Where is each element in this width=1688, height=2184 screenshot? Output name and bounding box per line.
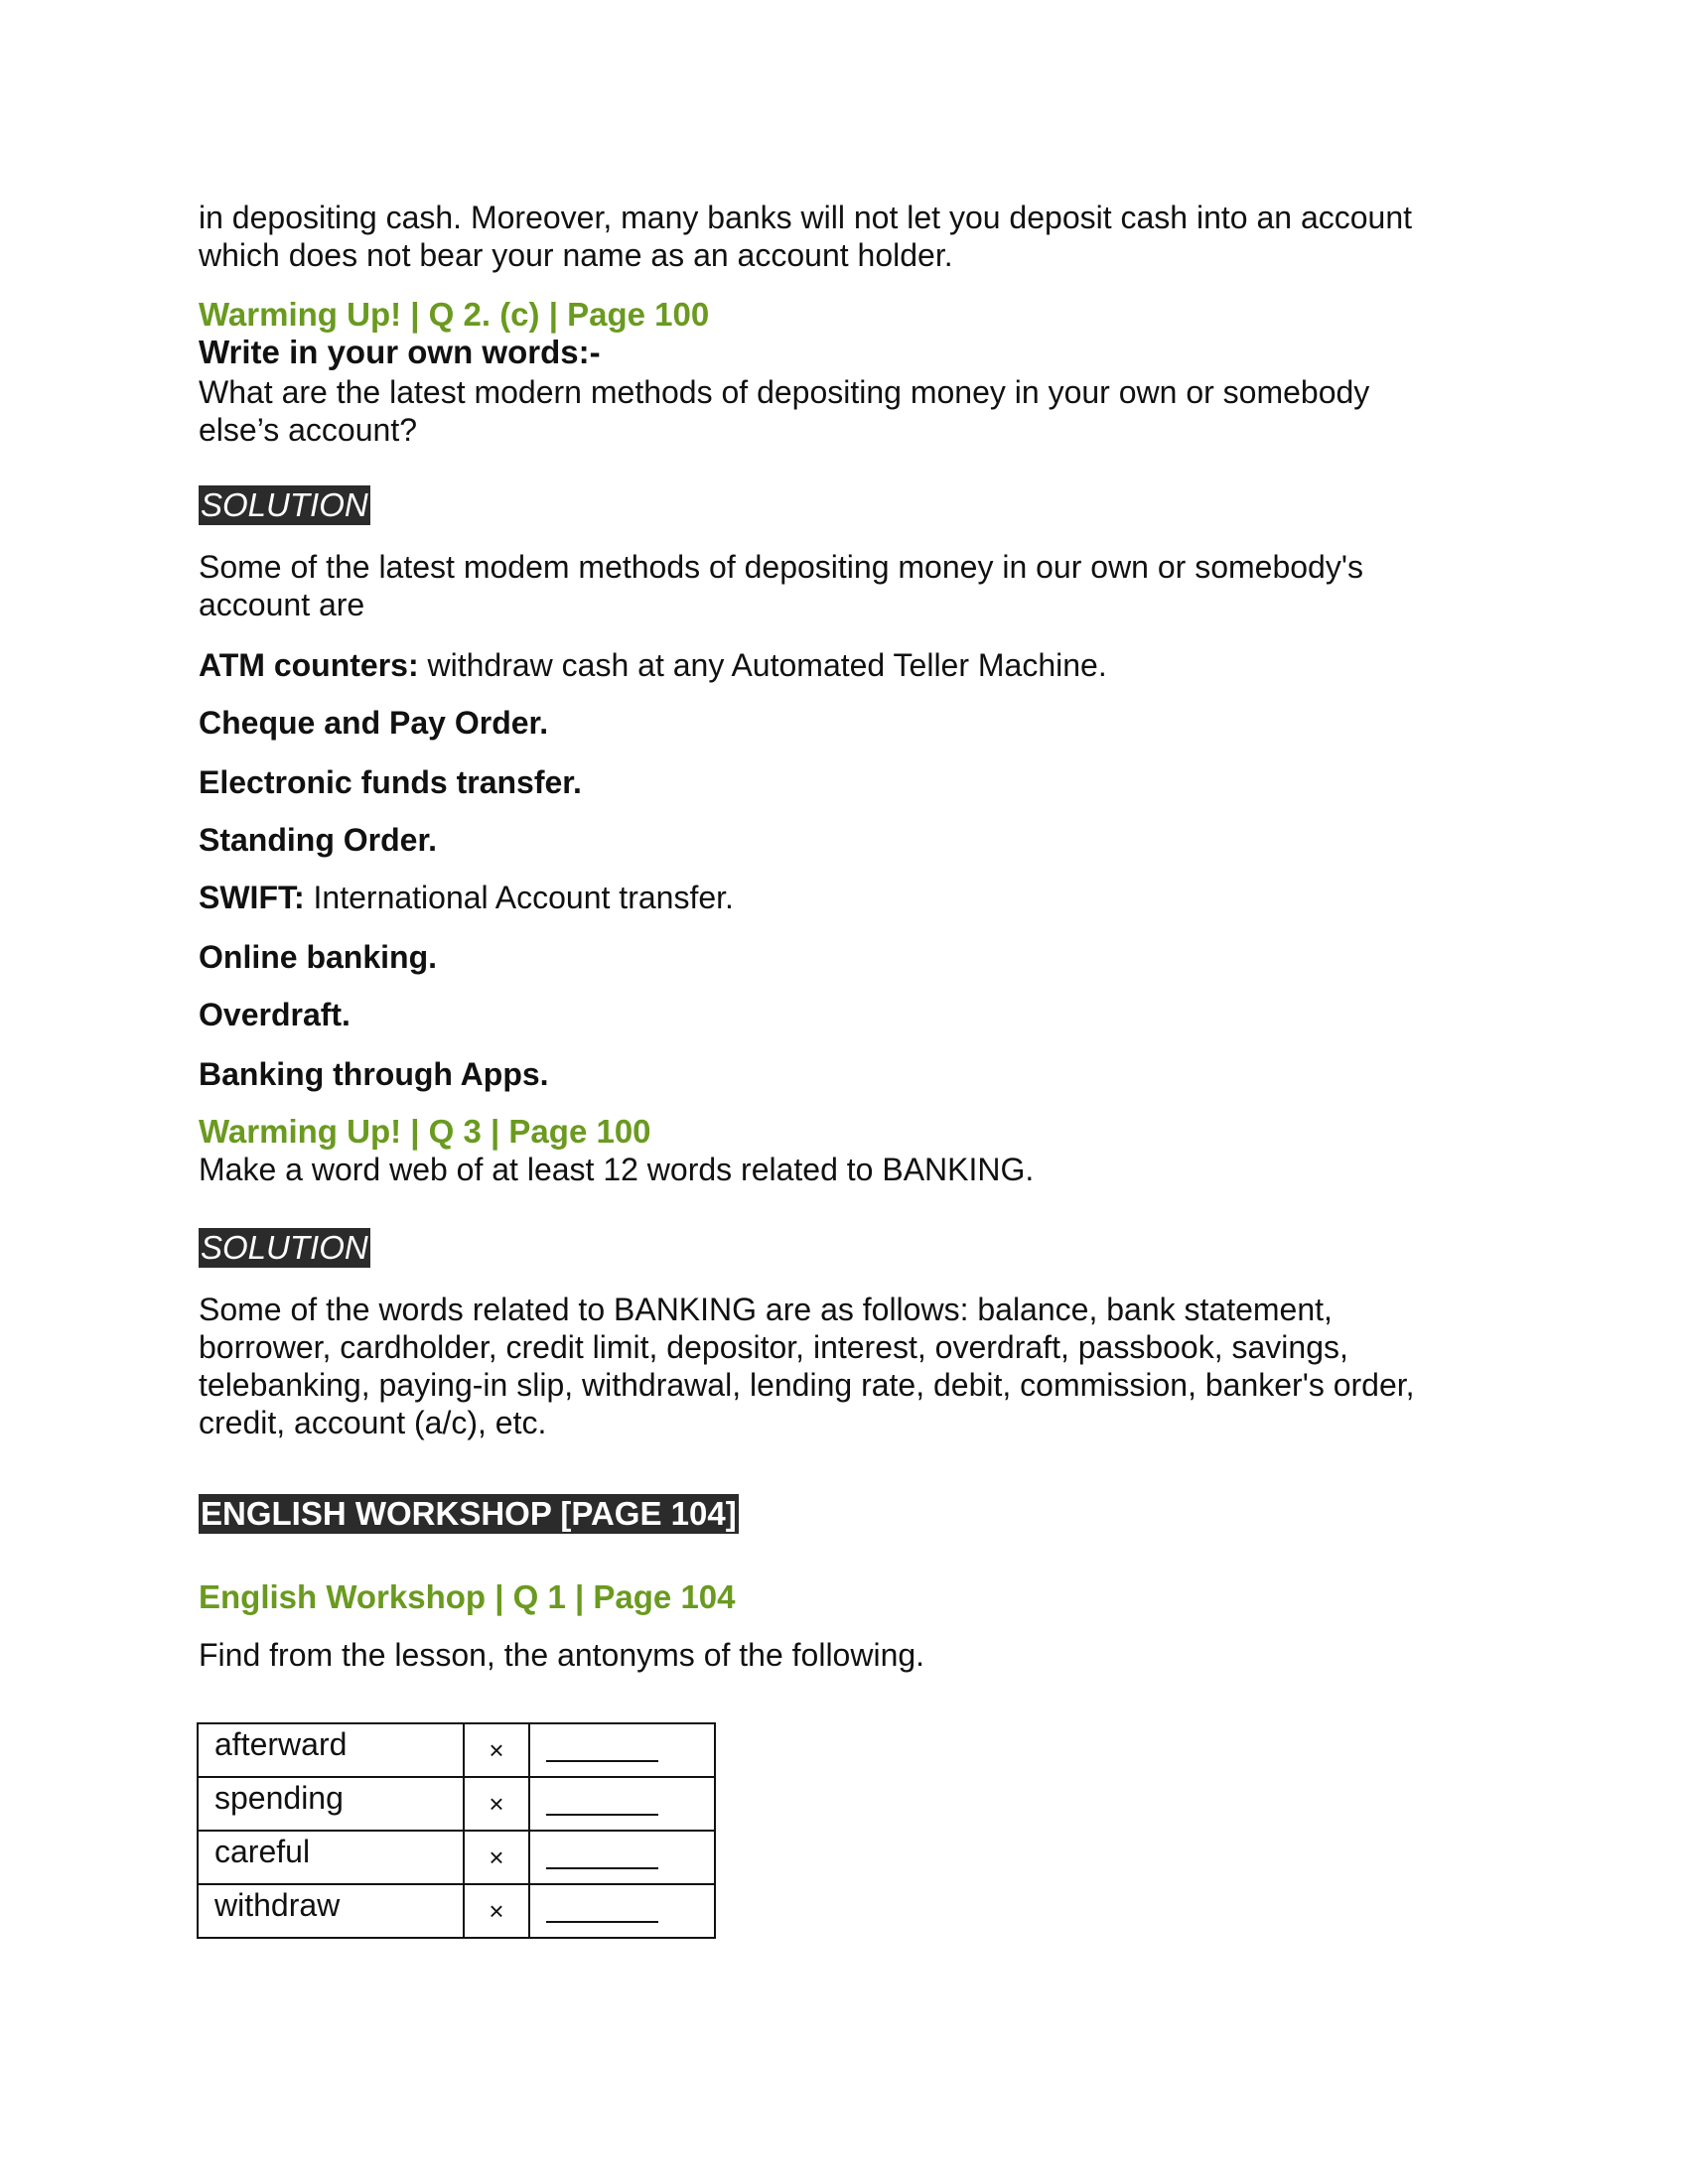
table-row bbox=[198, 1831, 715, 1884]
solution-badge-2: SOLUTION bbox=[201, 1229, 368, 1266]
method-item-overdraft: Overdraft. bbox=[199, 997, 351, 1032]
english-workshop-badge: ENGLISH WORKSHOP [PAGE 104] bbox=[201, 1495, 737, 1532]
antonym-word: spending bbox=[198, 1777, 464, 1831]
solution-badge-1: SOLUTION bbox=[201, 486, 368, 523]
solution2-text: Some of the words related to BANKING are as follows: balance, bank statement, borrower, cardholder, credit limit, depositor, interest, overdraft, passbook, savings, telebanking, paying-in slip, withdrawal, lending rate, debit, commission, banker's order, credit, account (a/c), etc. bbox=[199, 1292, 1415, 1440]
antonyms-table bbox=[197, 1722, 716, 1939]
table-row bbox=[198, 1723, 715, 1777]
answer-blank[interactable] bbox=[529, 1723, 715, 1777]
method-item-eft: Electronic funds transfer. bbox=[199, 764, 582, 800]
method-item-swift: SWIFT: International Account transfer. bbox=[199, 880, 734, 915]
blank-line bbox=[546, 1921, 658, 1923]
blank-line bbox=[546, 1867, 658, 1869]
intro-line-1: in depositing cash. Moreover, many banks will not let you deposit cash into an account bbox=[199, 200, 1413, 235]
q3-heading: Warming Up! | Q 3 | Page 100 bbox=[199, 1113, 651, 1150]
intro-paragraph bbox=[199, 199, 1489, 274]
antonym-word: afterward bbox=[198, 1723, 464, 1777]
method-item-atm: ATM counters: withdraw cash at any Automated Teller Machine. bbox=[199, 647, 1107, 683]
method-item-online-banking: Online banking. bbox=[199, 939, 438, 975]
table-row bbox=[198, 1777, 715, 1831]
q2c-instruction: Write in your own words:- bbox=[199, 334, 601, 370]
answer-blank[interactable] bbox=[529, 1831, 715, 1884]
intro-line-2: which does not bear your name as an account holder. bbox=[199, 237, 953, 273]
solution1-intro: Some of the latest modem methods of depositing money in our own or somebody's account are bbox=[199, 549, 1363, 622]
workshop-q1-instruction: Find from the lesson, the antonyms of the following. bbox=[199, 1637, 925, 1673]
method-item-apps: Banking through Apps. bbox=[199, 1056, 549, 1092]
answer-blank[interactable] bbox=[529, 1884, 715, 1938]
answer-blank[interactable] bbox=[529, 1777, 715, 1831]
blank-line bbox=[546, 1760, 658, 1762]
table-row bbox=[198, 1884, 715, 1938]
cross-symbol: × bbox=[464, 1884, 529, 1938]
q2c-question: What are the latest modern methods of depositing money in your own or somebody else’s account? bbox=[199, 374, 1370, 448]
cross-symbol: × bbox=[464, 1831, 529, 1884]
q2c-heading: Warming Up! | Q 2. (c) | Page 100 bbox=[199, 296, 710, 333]
antonym-word: careful bbox=[198, 1831, 464, 1884]
blank-line bbox=[546, 1814, 658, 1816]
cross-symbol: × bbox=[464, 1777, 529, 1831]
q3-question: Make a word web of at least 12 words related to BANKING. bbox=[199, 1152, 1035, 1187]
method-item-cheque: Cheque and Pay Order. bbox=[199, 705, 549, 741]
workshop-q1-heading: English Workshop | Q 1 | Page 104 bbox=[199, 1578, 736, 1615]
method-item-standing-order: Standing Order. bbox=[199, 822, 438, 858]
cross-symbol: × bbox=[464, 1723, 529, 1777]
antonym-word: withdraw bbox=[198, 1884, 464, 1938]
